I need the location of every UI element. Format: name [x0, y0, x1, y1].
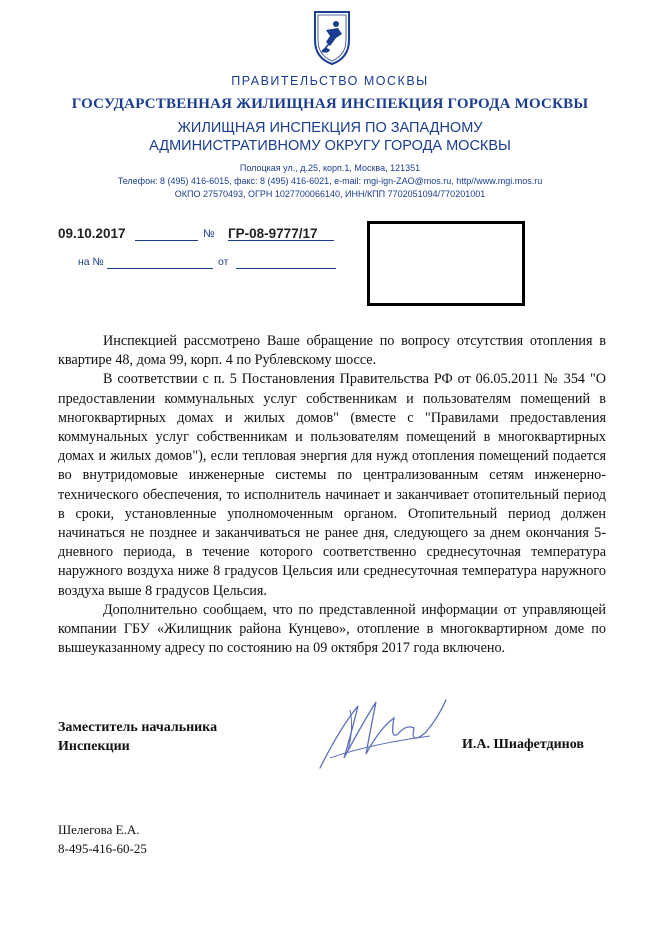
handwritten-signature	[310, 688, 480, 773]
paragraph-3: Дополнительно сообщаем, что по представленной информации от управляющей компании ГБУ «Жилищник района Кунцево», отопление в многоквартирном доме по вышеуказанному адресу по состоянию на 09 октября 2017 года включено.	[58, 601, 606, 657]
division-name-line1: ЖИЛИЩНАЯ ИНСПЕКЦИЯ ПО ЗАПАДНОМУ	[177, 120, 483, 136]
letter-date: 09.10.2017	[58, 226, 126, 241]
division-name-line2: АДМИНИСТРАТИВНОМУ ОКРУГУ ГОРОДА МОСКВЫ	[149, 138, 511, 154]
codes-line: ОКПО 27570493, ОГРН 1027700066140, ИНН/КПП 7702051094/770201001	[174, 189, 486, 199]
inspection-name: ГОСУДАРСТВЕННАЯ ЖИЛИЩНАЯ ИНСПЕКЦИЯ ГОРОДА МОСКВЫ	[71, 96, 589, 112]
paragraph-2: В соответствии с п. 5 Постановления Правительства РФ от 06.05.2011 № 354 "О предоставлении коммунальных услуг собственникам и пользователям помещений в многоквартирных домах и жилых домов" (вместе с "Правилами предоставления коммунальных услуг собственникам и пользователям помещений в многоквартирных домах и жилых домов"), если тепловая энергия для нужд отопления помещений подается во внутридомовые инженерные системы по централизованным сетям инженерно-технического обеспечения, то исполнитель начинает и заканчивает отопительный период в сроки, установленные уполномоченным органом. Отопительный период должен начинаться не позднее и заканчиваться не ранее дня, следующего за днем окончания 5-дневного периода, в течение которого соответственно среднесуточная температура наружного воздуха ниже 8 градусов Цельсия или среднесуточная температура наружного воздуха выше 8 градусов Цельсия.	[58, 371, 606, 599]
letter-number: ГР-08-9777/17	[228, 226, 318, 241]
paragraph-1: Инспекцией рассмотрено Ваше обращение по вопросу отсутствия отопления в квартире 48, дома 99, корп. 4 по Рублевскому шоссе.	[58, 333, 606, 369]
from-label: от	[218, 256, 229, 268]
redacted-recipient-box	[367, 221, 525, 306]
moscow-coat-of-arms-icon	[312, 8, 352, 66]
letter-body	[58, 332, 606, 658]
reference-label: на №	[78, 256, 104, 268]
signatory-title-line2: Инспекции	[58, 739, 130, 754]
executor-phone: 8-495-416-60-25	[58, 841, 147, 856]
signatory-name: И.А. Шиафетдинов	[462, 737, 584, 752]
contacts-line: Телефон: 8 (495) 416-6015, факс: 8 (495) 416-6021, e-mail: mgi-ign-ZAO@mos.ru, http//www.mgi.mos.ru	[117, 176, 543, 186]
government-name: ПРАВИТЕЛЬСТВО МОСКВЫ	[231, 74, 429, 88]
signatory-title	[58, 718, 217, 756]
date-underline	[135, 240, 198, 241]
number-label: №	[203, 228, 215, 240]
executor-name: Шелегова Е.А.	[58, 822, 140, 837]
address-line: Полоцкая ул., д.25, корп.1, Москва, 121351	[239, 163, 421, 173]
signatory-title-line1: Заместитель начальника	[58, 720, 218, 735]
from-underline	[236, 268, 336, 269]
executor-block	[58, 820, 147, 858]
number-underline	[228, 240, 334, 241]
reference-underline	[107, 268, 213, 269]
